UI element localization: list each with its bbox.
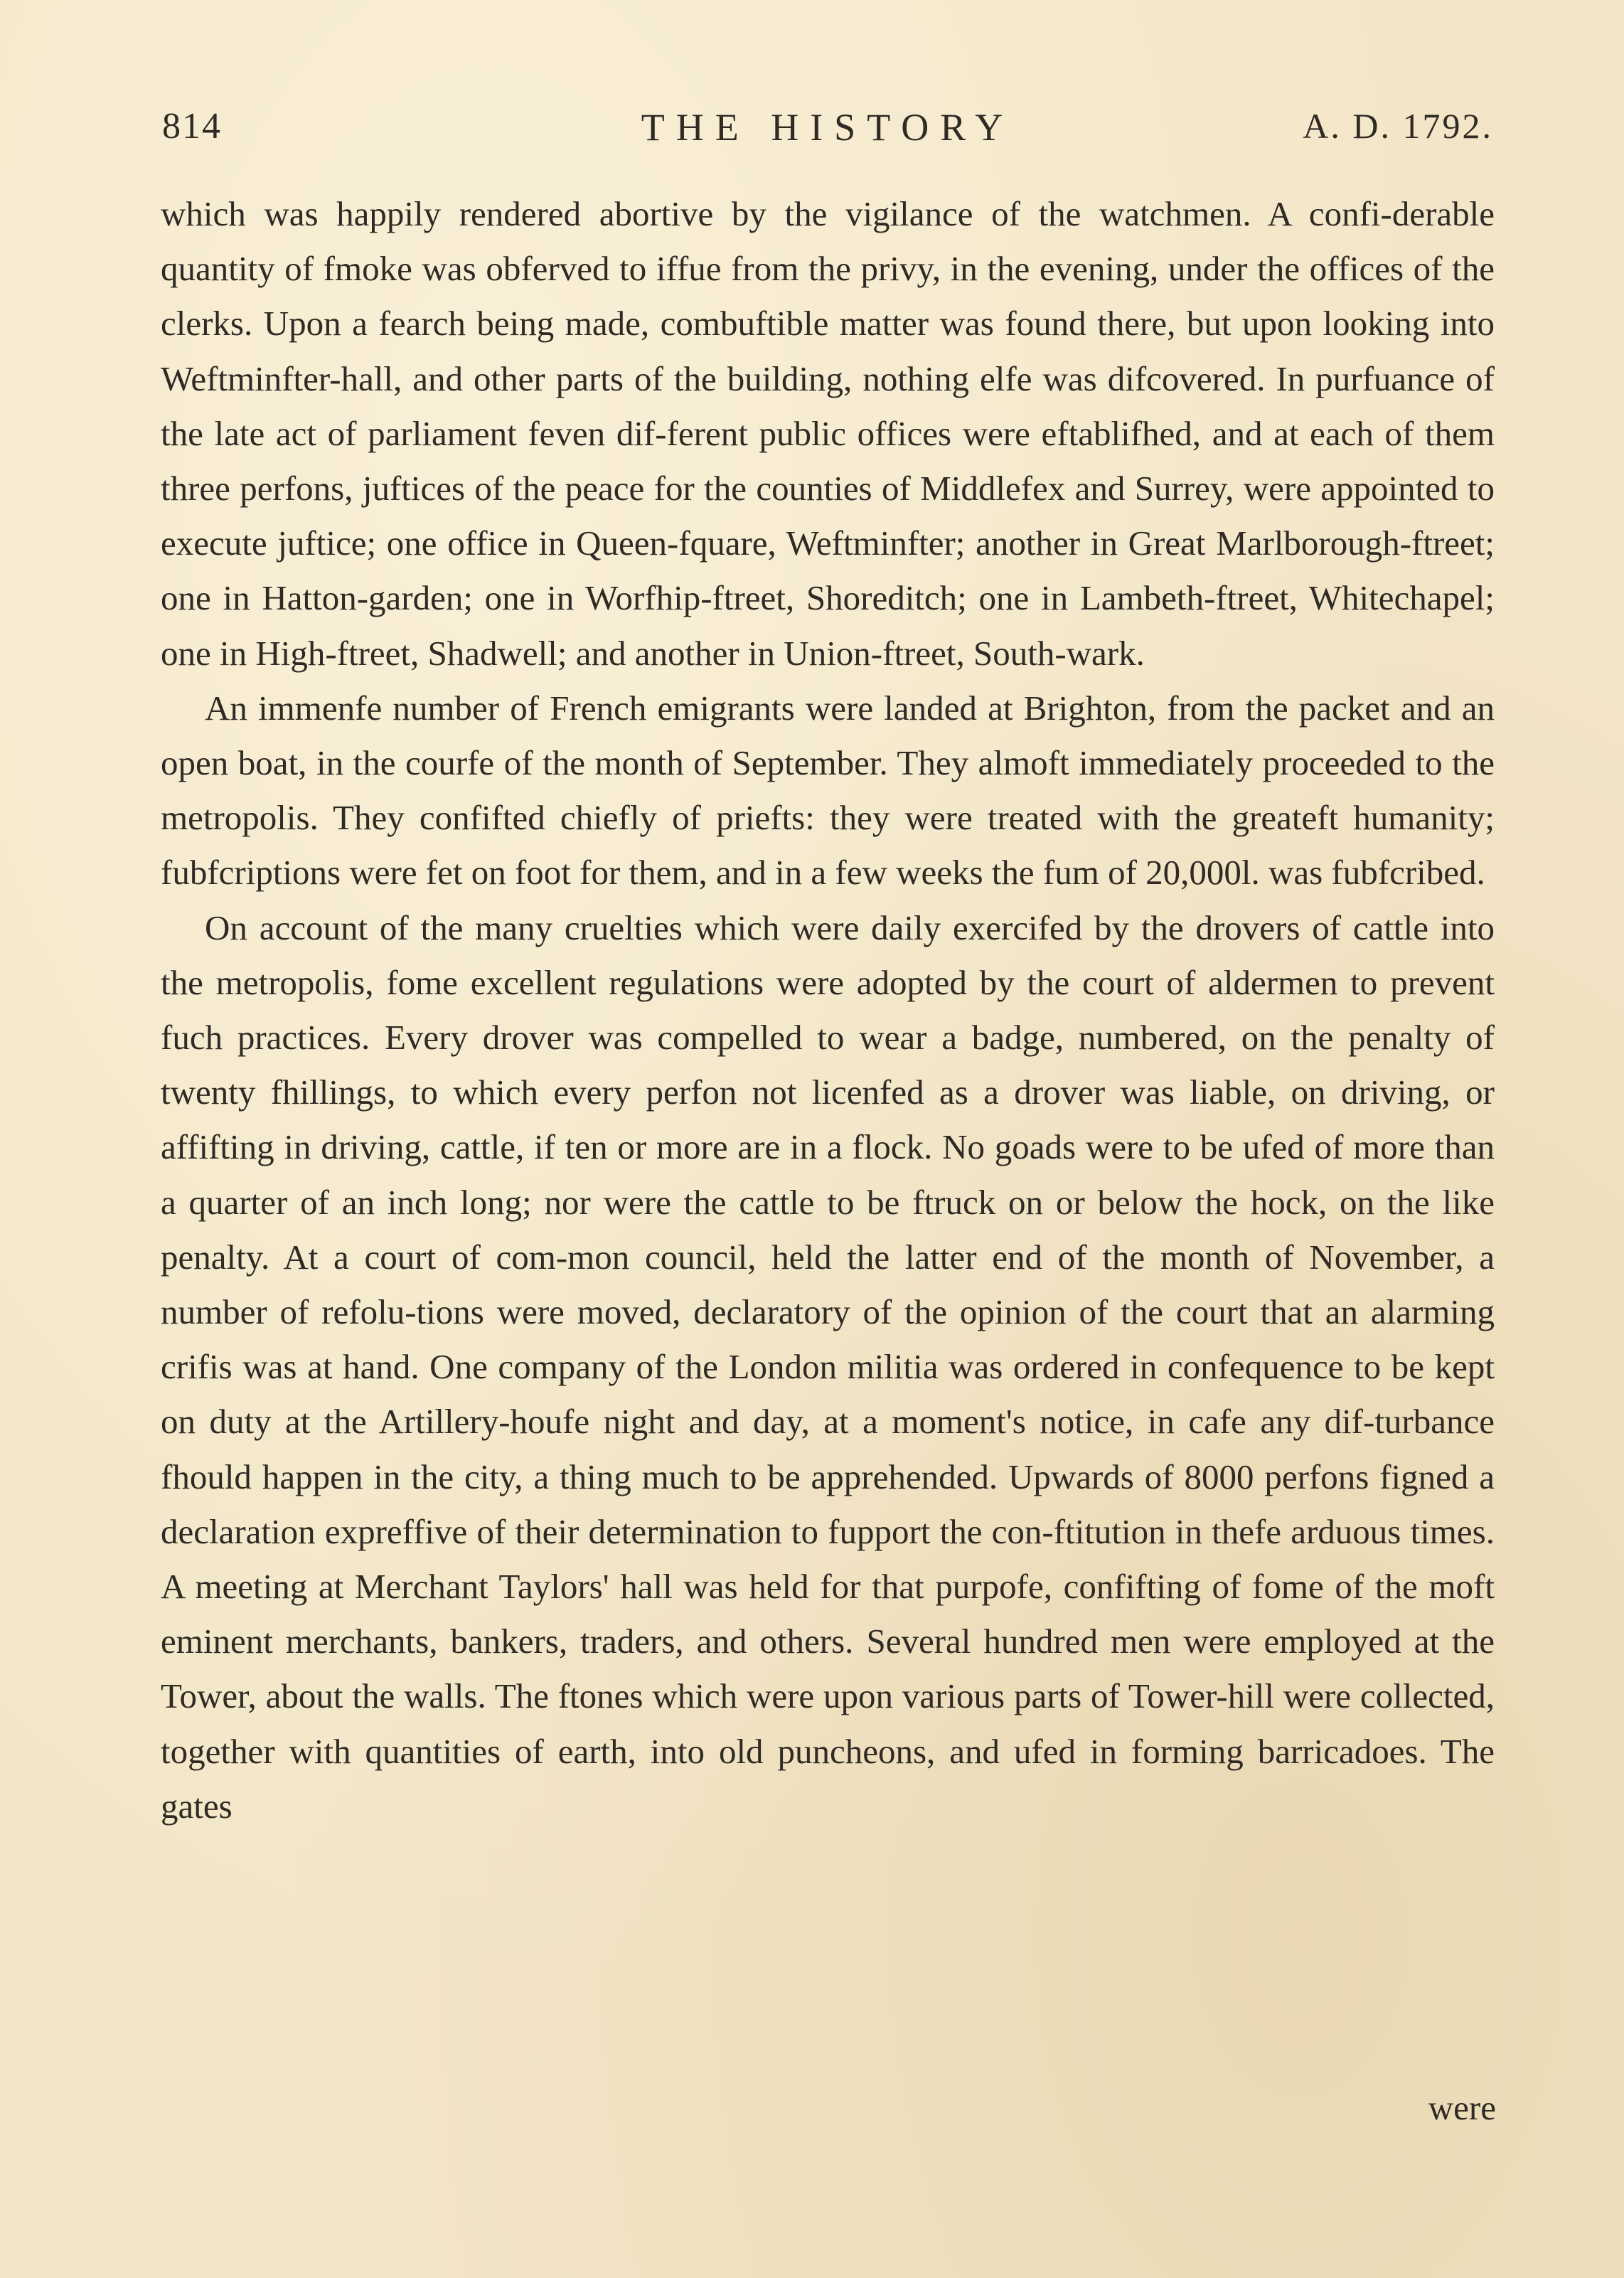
running-head (162, 105, 1493, 162)
paragraph-drovers-regulations: On account of the many cruelties which were daily exercifed by the drovers of cattle into the metropolis, fome excellent regulations were adopted by the court of aldermen to prevent fuch practices. Every drover was compelled to wear a badge, numbered, on the penalty of twenty fhillings, to which every perfon not licenfed as a drover was liable, on driving, or affifting in driving, cattle, if ten or more are in a flock. No goads were to be ufed of more than a quarter of an inch long; nor were the cattle to be ftruck on or below the hock, on the like penalty. At a court of com-mon council, held the latter end of the month of November, a number of refolu-tions were moved, declaratory of the opinion of the court that an alarming crifis was at hand. One company of the London militia was ordered in confequence to be kept on duty at the Artillery-houfe night and day, at a moment's notice, in cafe any dif-turbance fhould happen in the city, a thing much to be apprehended. Upwards of 8000 perfons figned a declaration expreffive of their determination to fupport the con-ftitution in thefe arduous times. A meeting at Merchant Taylors' hall was held for that purpofe, confifting of fome of the moft eminent merchants, bankers, traders, and others. Several hundred men were employed at the Tower, about the walls. The ftones which were upon various parts of Tower-hill were collected, together with quantities of earth, into old puncheons, and ufed in forming barricadoes. The gates (161, 908, 1495, 1826)
body-text (161, 186, 1495, 1833)
running-date: A. D. 1792. (1303, 106, 1493, 146)
running-title: THE HISTORY (641, 106, 1015, 149)
paragraph-continued: which was happily rendered abortive by the vigilance of the watchmen. A confi-derable quantity of fmoke was obferved to iffue from the privy, in the evening, under the offices of the clerks. Upon a fearch being made, combuftible matter was found there, but upon looking into Weftminfter-hall, and other parts of the building, nothing elfe was difcovered. In purfuance of the late act of parliament feven dif-ferent public offices were eftablifhed, and at each of them three perfons, juftices of the peace for the counties of Middlefex and Surrey, were appointed to execute juftice; one office in Queen-fquare, Weftminfter; another in Great Marlborough-ftreet; one in Hatton-garden; one in Worfhip-ftreet, Shoreditch; one in Lambeth-ftreet, Whitechapel; one in High-ftreet, Shadwell; and another in Union-ftreet, South-wark. (161, 194, 1495, 673)
catchword: were (1428, 2088, 1496, 2127)
paragraph-french-emigrants: An immenfe number of French emigrants were landed at Brighton, from the packet and an open boat, in the courfe of the month of September. They almoft immediately proceeded to the metropolis. They confifted chiefly of priefts: they were treated with the greateft humanity; fubfcriptions were fet on foot for them, and in a few weeks the fum of 20,000l. was fubfcribed. (161, 688, 1495, 893)
page-number: 814 (162, 106, 222, 147)
